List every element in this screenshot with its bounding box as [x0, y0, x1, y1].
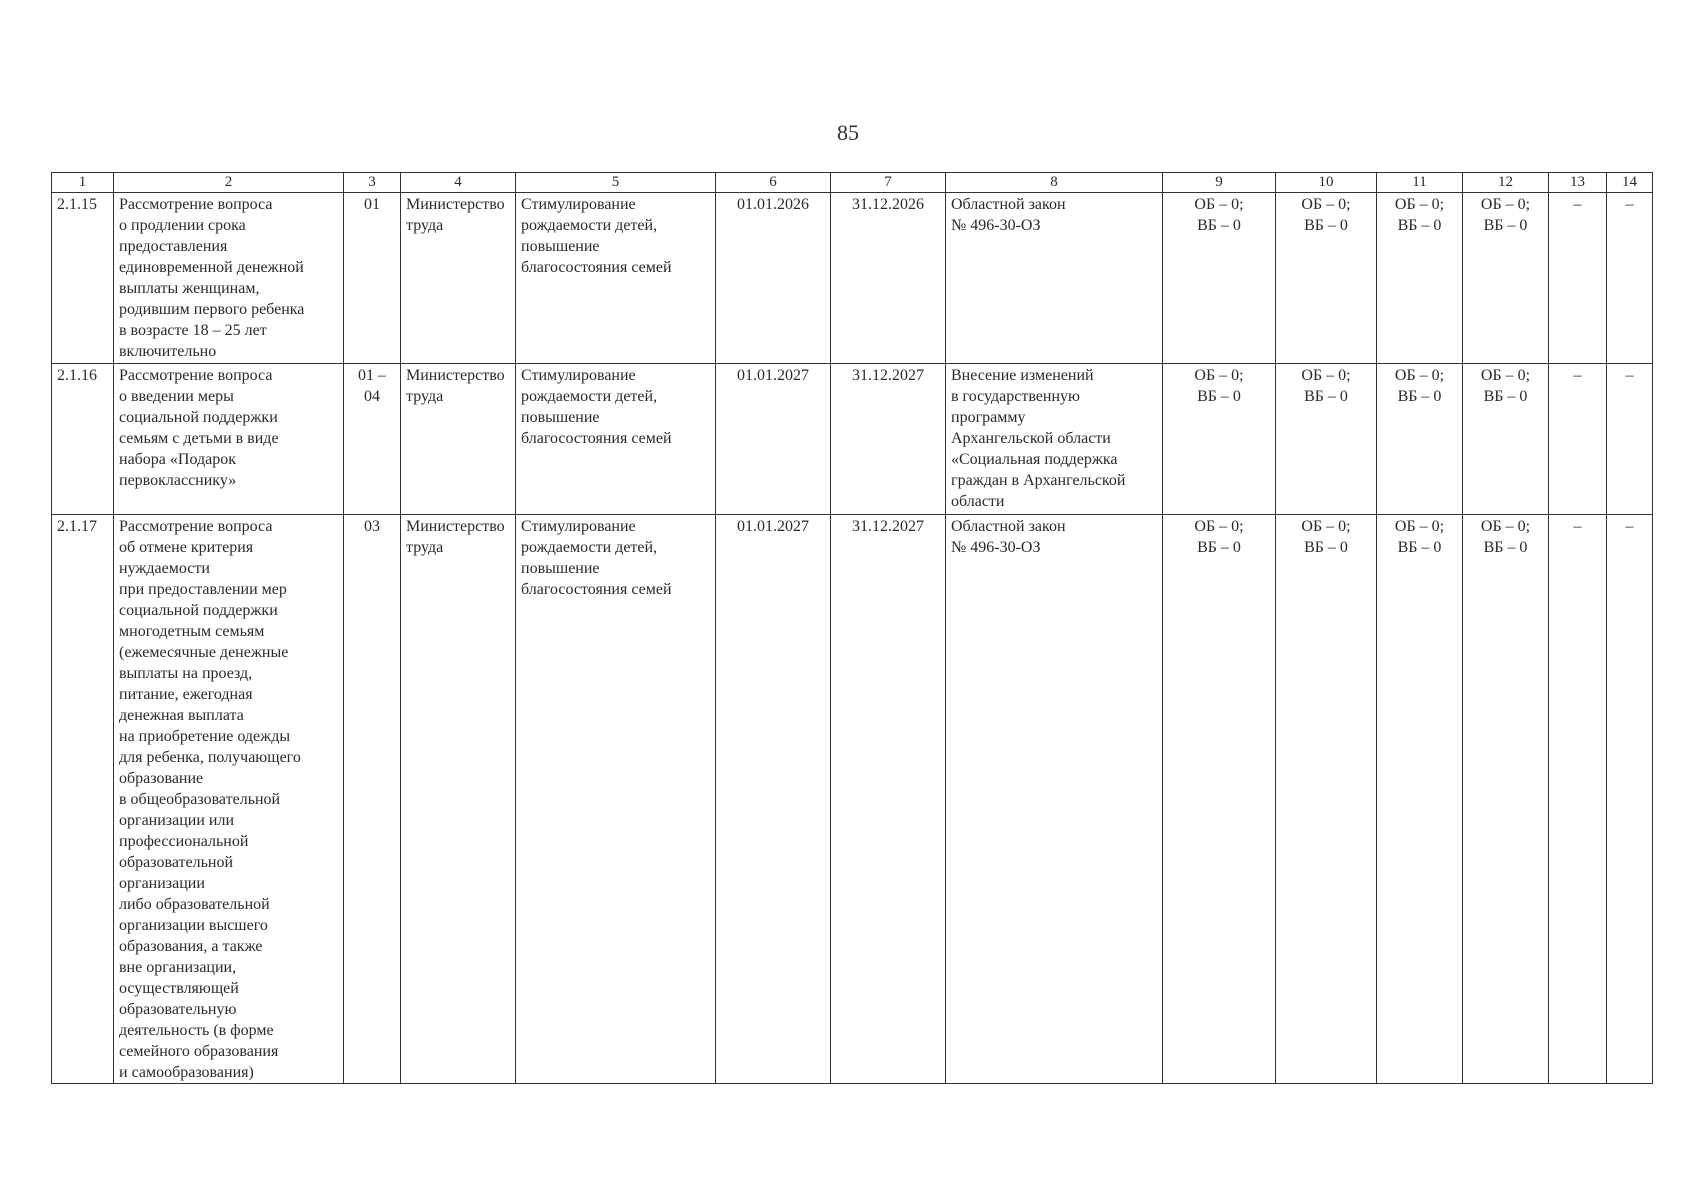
page-number: 85	[837, 120, 859, 145]
header-cell-13: 13	[1549, 173, 1607, 193]
header-row	[52, 173, 1653, 193]
dash-cell-13: –	[1549, 515, 1607, 1084]
start-date: 01.01.2026	[716, 193, 831, 364]
header-cell-10: 10	[1276, 173, 1377, 193]
start-date: 01.01.2027	[716, 364, 831, 515]
header-cell-11: 11	[1377, 173, 1463, 193]
funding-cell-9: ОБ – 0; ВБ – 0	[1163, 364, 1276, 515]
header-cell-5: 5	[516, 173, 716, 193]
goal-cell: Стимулирование рождаемости детей, повышение благосостояния семей	[516, 364, 716, 515]
row-number: 2.1.16	[52, 364, 114, 515]
dash-cell-13: –	[1549, 364, 1607, 515]
funding-cell-9: ОБ – 0; ВБ – 0	[1163, 515, 1276, 1084]
code-cell: 03	[344, 515, 401, 1084]
funding-cell-12: ОБ – 0; ВБ – 0	[1463, 364, 1549, 515]
end-date: 31.12.2027	[831, 515, 946, 1084]
goal-cell: Стимулирование рождаемости детей, повышение благосостояния семей	[516, 515, 716, 1084]
dash-cell-13: –	[1549, 193, 1607, 364]
funding-cell-10: ОБ – 0; ВБ – 0	[1276, 193, 1377, 364]
end-date: 31.12.2027	[831, 364, 946, 515]
header-cell-9: 9	[1163, 173, 1276, 193]
header-cell-12: 12	[1463, 173, 1549, 193]
measures-table	[51, 172, 1653, 1084]
executor-cell: Министерство труда	[401, 515, 516, 1084]
header-cell-4: 4	[401, 173, 516, 193]
executor-cell: Министерство труда	[401, 193, 516, 364]
table-row	[52, 515, 1653, 1084]
header-cell-2: 2	[114, 173, 344, 193]
funding-cell-12: ОБ – 0; ВБ – 0	[1463, 193, 1549, 364]
header-cell-14: 14	[1607, 173, 1653, 193]
start-date: 01.01.2027	[716, 515, 831, 1084]
goal-cell: Стимулирование рождаемости детей, повышение благосостояния семей	[516, 193, 716, 364]
header-cell-8: 8	[946, 173, 1163, 193]
funding-cell-10: ОБ – 0; ВБ – 0	[1276, 515, 1377, 1084]
funding-cell-11: ОБ – 0; ВБ – 0	[1377, 515, 1463, 1084]
code-cell: 01	[344, 193, 401, 364]
dash-cell-14: –	[1607, 193, 1653, 364]
measure-name: Рассмотрение вопроса о продлении срока предоставления единовременной денежной выплаты женщинам, родившим первого ребенка в возрасте 18 – 25 лет включительно	[114, 193, 344, 364]
header-cell-6: 6	[716, 173, 831, 193]
dash-cell-14: –	[1607, 515, 1653, 1084]
row-number: 2.1.15	[52, 193, 114, 364]
document-cell: Областной закон № 496-30-ОЗ	[946, 193, 1163, 364]
header-cell-7: 7	[831, 173, 946, 193]
dash-cell-14: –	[1607, 364, 1653, 515]
row-number: 2.1.17	[52, 515, 114, 1084]
funding-cell-10: ОБ – 0; ВБ – 0	[1276, 364, 1377, 515]
document-cell: Внесение изменений в государственную программу Архангельской области «Социальная поддержка граждан в Архангельской области	[946, 364, 1163, 515]
measure-name: Рассмотрение вопроса о введении меры социальной поддержки семьям с детьми в виде набора «Подарок первокласснику»	[114, 364, 344, 515]
funding-cell-12: ОБ – 0; ВБ – 0	[1463, 515, 1549, 1084]
table-row	[52, 193, 1653, 364]
end-date: 31.12.2026	[831, 193, 946, 364]
funding-cell-11: ОБ – 0; ВБ – 0	[1377, 364, 1463, 515]
header-cell-3: 3	[344, 173, 401, 193]
funding-cell-11: ОБ – 0; ВБ – 0	[1377, 193, 1463, 364]
code-cell: 01 – 04	[344, 364, 401, 515]
document-cell: Областной закон № 496-30-ОЗ	[946, 515, 1163, 1084]
funding-cell-9: ОБ – 0; ВБ – 0	[1163, 193, 1276, 364]
header-cell-1: 1	[52, 173, 114, 193]
table-row	[52, 364, 1653, 515]
measure-name: Рассмотрение вопроса об отмене критерия нуждаемости при предоставлении мер социальной поддержки многодетным семьям (ежемесячные денежные выплаты на проезд, питание, ежегодная денежная выплата на приобретение одежды для ребенка, получающего образование в общеобразовательной организации или профессиональной образовательной организации либо образовательной организации высшего образования, а также вне организации, осуществляющей образовательную деятельность (в форме семейного образования и самообразования)	[114, 515, 344, 1084]
executor-cell: Министерство труда	[401, 364, 516, 515]
